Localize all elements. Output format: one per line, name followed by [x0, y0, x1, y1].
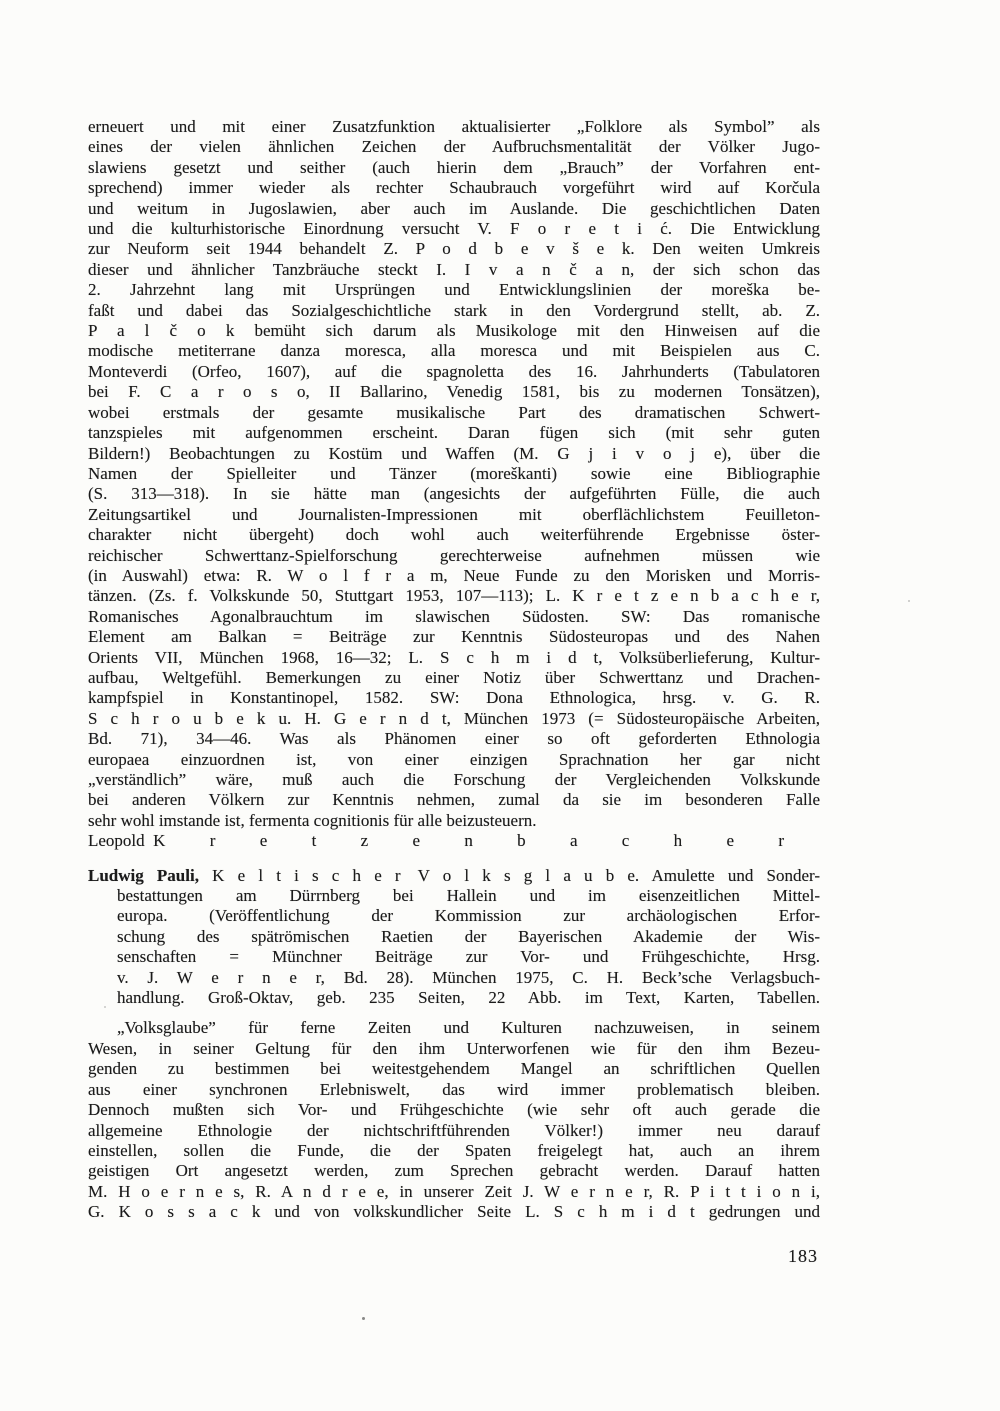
page-number: 183 [788, 1245, 818, 1266]
text-line: reichischer Schwerttanz-Spielforschung gerechterweise aufnehmen müssen wie [88, 545, 820, 565]
text-line: tänzen. (Zs. f. Volkskunde 50, Stuttgart 1953, 107—113); L. K r e t z e n b a c h e r, [88, 586, 820, 606]
text-line: europa. (Veröffentlichung der Kommission zur archäologischen Erfor- [117, 906, 820, 926]
book-entry-subtitle-start: Amulette und Sonder- [651, 865, 821, 885]
scan-speck [104, 1006, 106, 1008]
text-line: Bildern!) Beobachtungen zu Kostüm und Waffen (M. G j i v o j e), über die [88, 443, 820, 463]
text-line: faßt und dabei das Sozialgeschichtliche stark in den Vordergrund stellt, ab. Z. [88, 300, 820, 320]
text-line: sehr wohl imstande ist, fermenta cognitionis für alle beizusteuern. [88, 810, 537, 830]
text-line: aus einer synchronen Erlebniswelt, das wird immer problematisch bleiben. [88, 1079, 820, 1099]
text-line: slawiens gesetzt und seither (auch hierin dem „Brauch” der Vorfahren ent- [88, 157, 820, 177]
review-paragraph [88, 1018, 820, 1222]
text-line: wobei erstmals der gesamte musikalische Part des dramatischen Schwert- [88, 402, 820, 422]
text-line: 2. Jahrzehnt lang mit Ursprüngen und Entwicklungslinien der moreška be- [88, 280, 820, 300]
text-line: handlung. Groß-Oktav, geb. 235 Seiten, 22 Abb. im Text, Karten, Tabellen. [117, 988, 820, 1008]
text-line: tanzspieles mit aufgenommen erscheint. Daran fügen sich (mit sehr guten [88, 423, 820, 443]
text-line: S c h r o u b e k u. H. G e r n d t, München 1973 (= Südosteuropäische Arbeiten, [88, 708, 820, 728]
text-block [88, 117, 820, 1266]
book-entry-lines [88, 886, 820, 1008]
text-line: und weitum in Jugoslawien, aber auch im Auslande. Die geschichtlichen Daten [88, 198, 820, 218]
book-entry-title: K e l t i s c h e r V o l k s g l a u b e. [212, 865, 640, 885]
text-line: (S. 313—318). In sie hätte man (angesichts der aufgeführten Fülle, die auch [88, 484, 820, 504]
book-entry [88, 866, 820, 1009]
text-line: „Volksglaube” für ferne Zeiten und Kulturen nachzuweisen, in seinem [117, 1018, 820, 1038]
scan-speck [362, 1317, 365, 1320]
text-line: genden zu bestimmen bei weitestgehendem Mangel an schriftlichen Quellen [88, 1059, 820, 1079]
text-line: Orients VII, München 1968, 16—32; L. S c h m i d t, Volksüberlieferung, Kultur- [88, 647, 820, 667]
text-line: zur Neuform seit 1944 behandelt Z. P o d b e v š e k. Den weiten Umkreis [88, 239, 820, 259]
text-line: Wesen, in seiner Geltung für den ihm Unterworfenen wie für den ihm Bezeu- [88, 1038, 820, 1058]
scan-speck [908, 600, 910, 602]
text-line: Zeitungsartikel und Journalisten-Impressionen mit oberflächlichstem Feuilleton- [88, 504, 820, 524]
text-line: Namen der Spielleiter und Tänzer (moreškanti) sowie eine Bibliographie [88, 463, 820, 483]
text-line: allgemeine Ethnologie der nichtschriftführenden Völker!) immer neu darauf [88, 1120, 820, 1140]
text-line: (in Auswahl) etwa: R. W o l f r a m, Neue Funde zu den Morisken und Morris- [88, 565, 820, 585]
text-line: charakter nicht übergeht) doch wohl auch weiterführende Ergebnisse öster- [88, 525, 820, 545]
text-line: erneuert und mit einer Zusatzfunktion aktualisierter „Folklore als Symbol” als [88, 117, 820, 136]
text-line: einstellen, sollen die Funde, die der Spaten freigelegt hat, auch an ihrem [88, 1140, 820, 1160]
text-line: schung des spätrömischen Raetien der Bayerischen Akademie der Wis- [117, 926, 820, 946]
text-line: senschaften = Münchner Beiträge zur Vor- und Frühgeschichte, Hrsg. [117, 947, 820, 967]
reviewer-signature: Leopold K r e t z e n b a c h e r [88, 831, 784, 851]
text-line: bestattungen am Dürrnberg bei Hallein und im eisenzeitlichen Mittel- [117, 886, 820, 906]
text-line: M. H o e r n e s, R. A n d r e e, in unserer Zeit J. W e r n e r, R. P i t t i o n i, [88, 1181, 820, 1201]
text-line: sprechend) immer wieder als rechter Schaubrauch vorgeführt wird auf Korčula [88, 178, 820, 198]
text-line: eines der vielen ähnlichen Zeichen der Aufbruchsmentalität der Völker Jugo- [88, 137, 820, 157]
text-line: bei anderen Völkern zur Kenntnis nehmen, zumal da sie im besonderen Falle [88, 790, 820, 810]
text-line: Romanisches Agonalbrauchtum im slawischen Südosten. SW: Das romanische [88, 606, 820, 626]
text-line: dieser und ähnlicher Tanzbräuche steckt I. I v a n č a n, der sich schon das [88, 259, 820, 279]
book-entry-first-line [88, 866, 820, 886]
text-line: modische metiterrane danza moresca, alla moresca und mit Beispielen aus C. [88, 341, 820, 361]
text-line: Dennoch mußten sich Vor- und Frühgeschichte (wie sehr oft auch gerade die [88, 1100, 820, 1120]
text-line: v. J. W e r n e r, Bd. 28). München 1975, C. H. Beck’sche Verlagsbuch- [117, 967, 820, 987]
text-line: G. K o s s a c k und von volkskundlicher Seite L. S c h m i d t gedrungen und [88, 1202, 820, 1222]
text-line: kampfspiel in Konstantinopel, 1582. SW: Dona Ethnologica, hrsg. v. G. R. [88, 688, 820, 708]
text-line: europaea einzuordnen ist, von einer einzigen Sprachnation her gar nicht [88, 749, 820, 769]
review-continuation-paragraph [88, 117, 820, 831]
text-line: geistigen Ort angesetzt werden, zum Sprechen gebracht werden. Darauf hatten [88, 1161, 820, 1181]
book-entry-author: Ludwig Pauli, [88, 865, 199, 885]
text-line: P a l č o k bemüht sich darum als Musikologe mit den Hinweisen auf die [88, 321, 820, 341]
text-line: „verständlich” wäre, muß auch die Forschung der Vergleichenden Volkskunde [88, 770, 820, 789]
text-line: bei F. C a r o s o, II Ballarino, Venedig 1581, bis zu modernen Tonsätzen), [88, 382, 820, 402]
text-line: Element am Balkan = Beiträge zur Kenntnis Südosteuropas und des Nahen [88, 627, 820, 647]
text-line: Monteverdi (Orfeo, 1607), auf die spagnoletta des 16. Jahrhunderts (Tabulatoren [88, 361, 820, 381]
text-line: und die kulturhistorische Einordnung versucht V. F o r e t i ć. Die Entwicklung [88, 219, 820, 239]
text-line: Bd. 71), 34—46. Was als Phänomen einer so oft geforderten Ethnologia [88, 729, 820, 749]
text-line: aufbau, Weltgefühl. Bemerkungen zu einer Notiz über Schwerttanz und Drachen- [88, 667, 820, 687]
